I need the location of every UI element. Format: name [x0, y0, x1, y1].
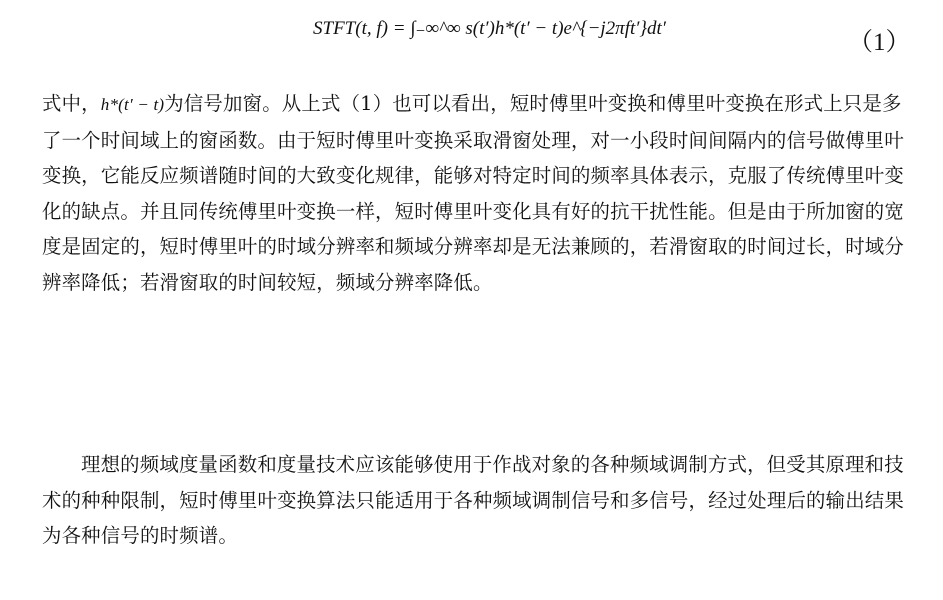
paragraph-stft-explanation	[42, 86, 914, 301]
paragraph-prefix: 式中，	[42, 92, 101, 115]
equation-number: （1）	[848, 29, 911, 56]
equation-row	[0, 8, 943, 66]
stft-equation: STFT(t, f) = ∫₋∞^∞ s(t′)h*(t′ − t)e^{−j2πft′}dt′	[313, 18, 666, 39]
paragraph-body: 为信号加窗。从上式（1）也可以看出，短时傅里叶变换和傅里叶变换在形式上只是多了一个时间域上的窗函数。由于短时傅里叶变换采取滑窗处理，对一小段时间间隔内的信号做傅里叶变换，它能反应频谱随时间的大致变化规律，能够对特定时间的频率具体表示，克服了传统傅里叶变化的缺点。并且同传统傅里叶变换一样，短时傅里叶变化具有好的抗干扰性能。但是由于所加窗的宽度是固定的，短时傅里叶的时域分辨率和频域分辨率却是无法兼顾的，若滑窗取的时间过长，时域分辨率降低；若滑窗取的时间较短，频域分辨率降低。	[42, 92, 904, 294]
paragraph-frequency-measurement: 理想的频域度量函数和度量技术应该能够使用于作战对象的各种频域调制方式，但受其原理和技术的种种限制，短时傅里叶变换算法只能适用于各种频域调制信号和多信号，经过处理后的输出结果为各种信号的时频谱。	[42, 453, 904, 548]
inline-window-function: h*(t′ − t)	[100, 95, 165, 114]
